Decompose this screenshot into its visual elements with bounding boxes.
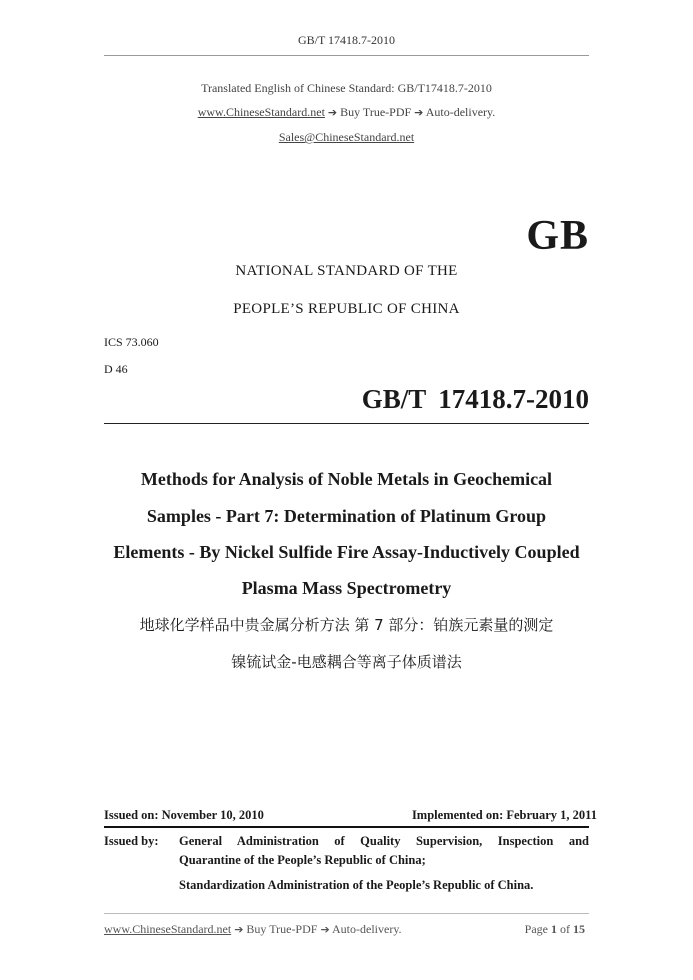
- standard-code: 17418.7-2010: [438, 384, 589, 414]
- implemented-date: Implemented on: February 1, 2011: [411, 808, 597, 822]
- title-line-4: Plasma Mass Spectrometry: [241, 578, 452, 598]
- auto-delivery-text: Auto-delivery.: [425, 105, 496, 119]
- arrow-icon: ➔: [414, 106, 424, 119]
- arrow-icon: ➔: [327, 106, 338, 119]
- footer-divider: [104, 913, 589, 914]
- standard-number: [362, 384, 589, 415]
- ics-code: ICS 73.060: [104, 335, 159, 349]
- of-word: of: [560, 922, 570, 936]
- promo-links: [0, 105, 693, 120]
- issued-date: Issued on: November 10, 2010: [104, 808, 264, 822]
- title-line-3: Elements - By Nickel Sulfide Fire Assay-Inductively Coupled: [113, 542, 580, 562]
- title-line-1: Methods for Analysis of Noble Metals in Geochemical: [140, 469, 553, 489]
- page-word: Page: [524, 922, 548, 936]
- header-divider: [104, 55, 589, 56]
- chinese-title-line-2: 镍锍试金-电感耦合等离子体质谱法: [231, 653, 462, 671]
- issuer-org2: Standardization Administration of the People’s Republic of China.: [179, 878, 534, 892]
- chinese-title-line-1: 地球化学样品中贵金属分析方法 第 7 部分：铂族元素量的测定: [139, 616, 554, 634]
- standard-prefix: GB/T: [361, 384, 427, 414]
- footer-promo: [104, 922, 402, 937]
- title-line-2: Samples - Part 7: Determination of Platinum Group: [146, 506, 547, 526]
- national-standard-line1: NATIONAL STANDARD OF THE: [235, 263, 458, 279]
- website-link[interactable]: www.ChineseStandard.net: [197, 105, 325, 119]
- footer-buy-text: Buy True-PDF: [246, 922, 318, 936]
- page-indicator: [525, 922, 585, 937]
- arrow-icon: ➔: [320, 923, 330, 936]
- translation-notice: Translated English of Chinese Standard: GB/T17418.7-2010: [201, 81, 492, 95]
- arrow-icon: ➔: [234, 923, 244, 936]
- ccs-code: D 46: [104, 362, 128, 376]
- page-number: 1: [551, 922, 557, 936]
- running-header: GB/T 17418.7-2010: [297, 33, 396, 47]
- sales-email-link[interactable]: Sales@ChineseStandard.net: [278, 130, 415, 144]
- email-row: [0, 130, 693, 145]
- dates-divider: [104, 826, 589, 828]
- page-total: 15: [573, 922, 585, 936]
- footer-website-link[interactable]: www.ChineseStandard.net: [104, 922, 232, 936]
- buy-pdf-text: Buy True-PDF: [340, 105, 412, 119]
- issuer-org1-line1: General Administration of Quality Supervision, Inspection and: [179, 834, 589, 848]
- title-divider: [104, 423, 589, 424]
- gb-mark: GB: [526, 213, 589, 259]
- issuer-org1-line2: Quarantine of the People’s Republic of China;: [179, 853, 426, 867]
- issued-by-label: Issued by:: [104, 834, 159, 848]
- footer-auto-text: Auto-delivery.: [332, 922, 402, 936]
- national-standard-line2: PEOPLE’S REPUBLIC OF CHINA: [233, 301, 460, 317]
